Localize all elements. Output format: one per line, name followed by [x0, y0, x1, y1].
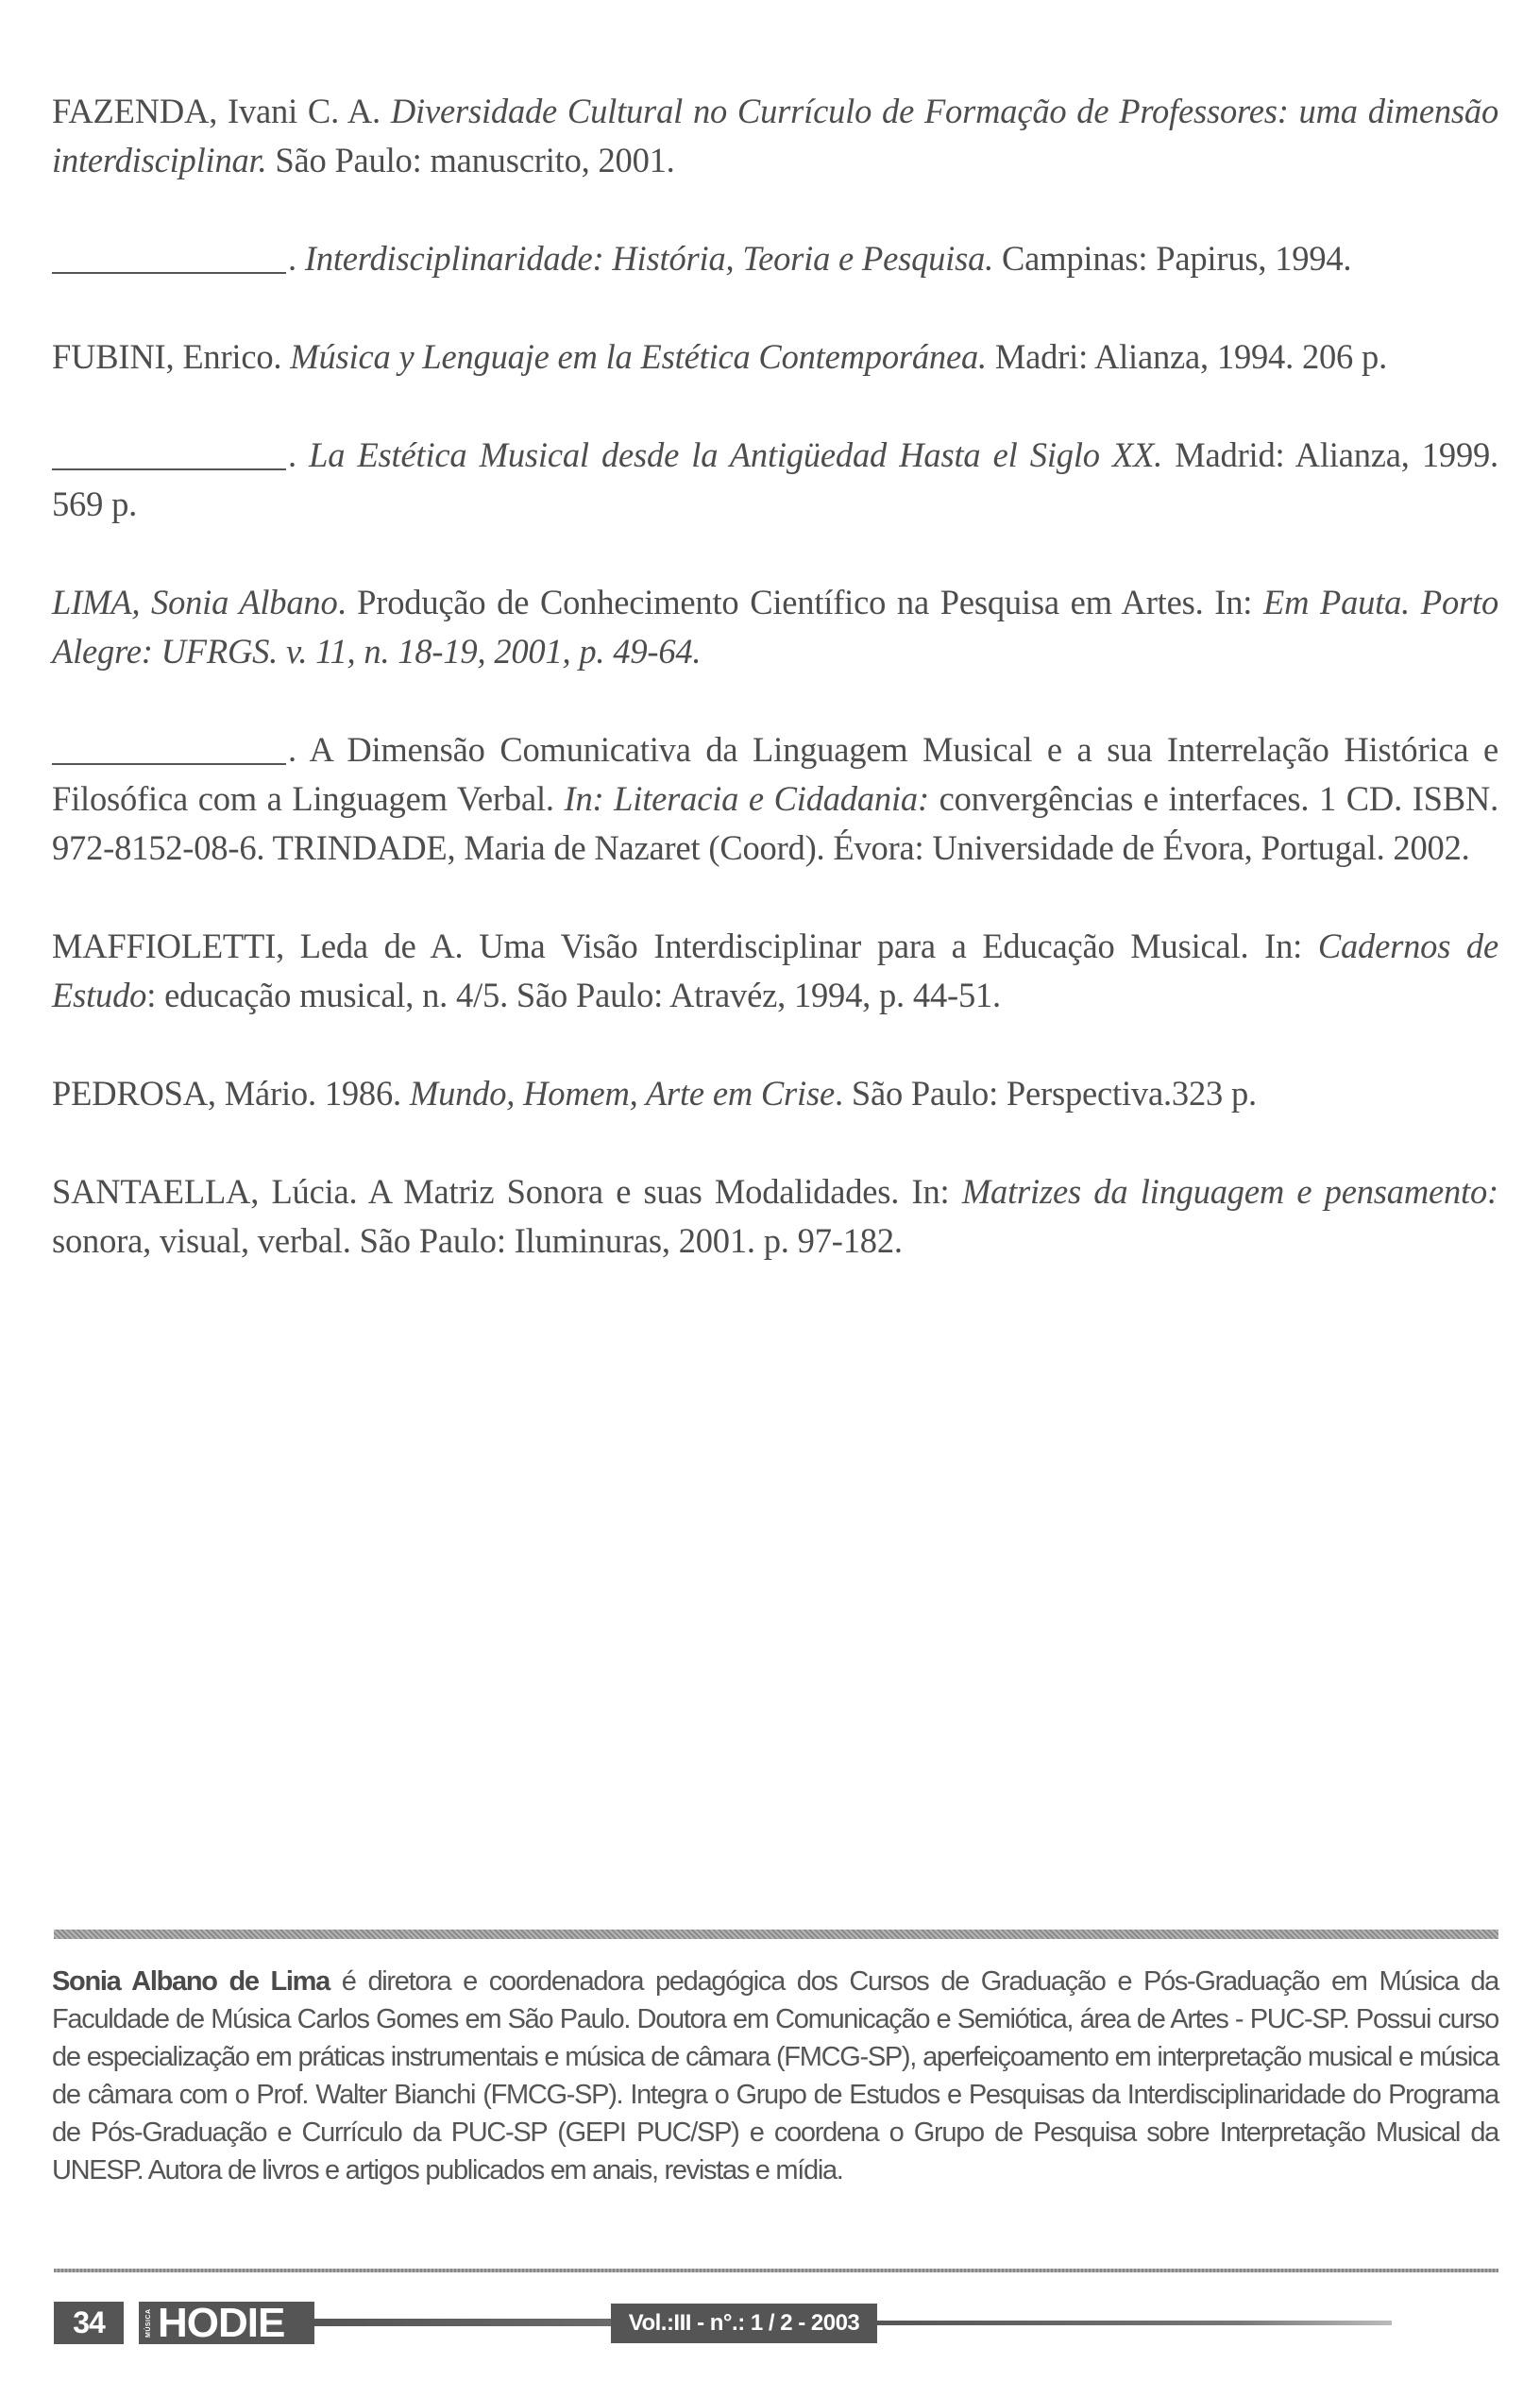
reference-title: Mundo, Homem, Arte em Crise — [409, 1074, 835, 1113]
bio-divider — [54, 1930, 1498, 1939]
reference-title: LIMA, Sonia Albano — [52, 583, 338, 621]
footer-bar-right — [877, 2321, 1392, 2325]
repeat-author-line — [52, 763, 286, 765]
reference-text: . São Paulo: Perspectiva.323 p. — [835, 1074, 1257, 1113]
reference-text: Madrid: Alianza, 1999. 569 p. — [52, 435, 1498, 523]
reference-text: PEDROSA, Mário. 1986. — [52, 1074, 410, 1113]
reference-text: São Paulo: manuscrito, 2001. — [266, 141, 675, 179]
reference-title: Matrizes da linguagem e pensamento: — [961, 1172, 1498, 1211]
reference-text: SANTAELLA, Lúcia. A Matriz Sonora e suas Modalidades. In: — [52, 1172, 962, 1211]
reference-entry — [52, 87, 1498, 185]
reference-text: Campinas: Papirus, 1994. — [993, 239, 1352, 278]
reference-text: . Produção de Conhecimento Científico na Pesquisa em Artes. In: — [337, 583, 1263, 621]
reference-title: Diversidade Cultural no Currículo de Formação de Professores: uma dimensão interdisciplinar. — [52, 92, 1498, 179]
journal-logo — [139, 2302, 314, 2344]
reference-entry — [52, 1069, 1498, 1118]
volume-info: Vol.:III - n°.: 1 / 2 - 2003 — [611, 2304, 877, 2343]
page-footer — [54, 2302, 1498, 2345]
reference-text: MAFFIOLETTI, Leda de A. Uma Visão Interdisciplinar para a Educação Musical. In: — [52, 927, 1318, 965]
reference-entry — [52, 922, 1498, 1020]
footer-divider — [54, 2269, 1498, 2272]
repeat-author-line — [52, 272, 286, 274]
author-bio-text: é diretora e coordenadora pedagógica dos Cursos de Graduação e Pós-Graduação em Música da Faculdade de Música Carlos Gomes em São Paulo. Doutora em Comunicação e Semiótica, área de Artes - PUC-SP. Possui curso de especialização em práticas instrumentais e música de câmara (FMCG-SP), aperfeiçoamento em interpretação musical e música de câmara com o Prof. Walter Bianchi (FMCG-SP). Integra o Grupo de Estudos e Pesquisas da Interdisciplinaridade do Programa de Pós-Graduação e Currículo da PUC-SP (GEPI PUC/SP) e coordena o Grupo de Pesquisa sobre Interpretação Musical da UNESP. Autora de livros e artigos publicados em anais, revistas e mídia. — [52, 1966, 1498, 2185]
reference-text: convergências e interfaces. 1 CD. ISBN. 972-8152-08-6. TRINDADE, Maria de Nazaret (Coord). Évora: Universidade de Évora, Portugal. 2002. — [52, 779, 1498, 867]
reference-entry — [52, 725, 1498, 873]
reference-entry — [52, 1167, 1498, 1266]
reference-text: FAZENDA, Ivani C. A. — [52, 92, 391, 130]
logo-small-text: MÚSICA — [145, 2308, 152, 2338]
reference-text: FUBINI, Enrico. — [52, 337, 291, 376]
reference-text: sonora, visual, verbal. São Paulo: Iluminuras, 2001. p. 97-182. — [52, 1221, 903, 1260]
reference-entry — [52, 234, 1498, 283]
reference-title: Música y Lenguaje em la Estética Contemporánea. — [290, 337, 987, 376]
reference-entry — [52, 431, 1498, 529]
reference-title: La Estética Musical desde la Antigüedad Hasta el Siglo XX. — [309, 435, 1163, 474]
repeat-author-line — [52, 468, 286, 470]
page-number: 34 — [54, 2302, 124, 2344]
reference-title: Interdisciplinaridade: História, Teoria e Pesquisa. — [304, 239, 994, 278]
reference-entry — [52, 332, 1498, 382]
reference-title: In: Literacia e Cidadania: — [564, 779, 929, 818]
reference-list — [52, 87, 1498, 1315]
reference-text: . A Dimensão Comunicativa da Linguagem Musical e a sua Interrelação Histórica e Filosófica com a Linguagem Verbal. — [52, 730, 1498, 818]
reference-text: . — [288, 239, 305, 278]
reference-entry — [52, 578, 1498, 676]
reference-text: . — [288, 435, 310, 474]
author-name: Sonia Albano de Lima — [52, 1966, 330, 1997]
logo-word: HODIE — [158, 2302, 285, 2344]
reference-title: Em Pauta. Porto Alegre: UFRGS. v. 11, n. 18-19, 2001, p. 49-64. — [52, 583, 1498, 671]
footer-bar-left — [314, 2319, 611, 2326]
reference-text: : educação musical, n. 4/5. São Paulo: Atravéz, 1994, p. 44-51. — [146, 976, 1001, 1014]
reference-title: Cadernos de Estudo — [52, 927, 1498, 1014]
reference-text: Madri: Alianza, 1994. 206 p. — [986, 337, 1387, 376]
author-bio — [52, 1963, 1498, 2189]
